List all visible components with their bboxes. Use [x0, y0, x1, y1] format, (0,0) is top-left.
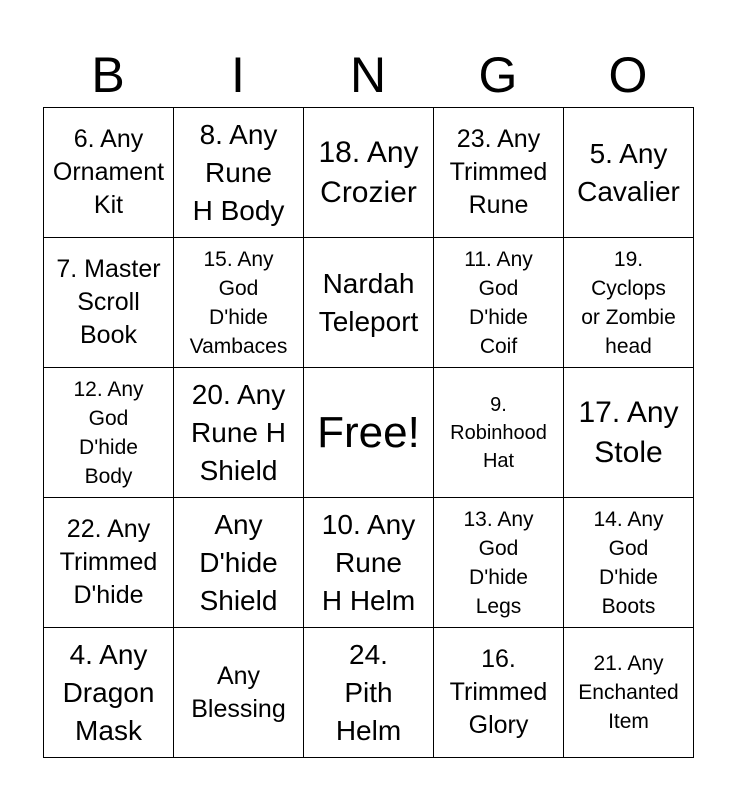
cell-label: 7. Master Scroll Book [56, 255, 161, 349]
bingo-cell[interactable] [44, 368, 174, 498]
bingo-cell[interactable] [174, 498, 304, 628]
cell-label: Any Blessing [191, 661, 286, 723]
cell-label: 11. Any God D'hide Coif [464, 247, 533, 358]
bingo-cell[interactable] [564, 498, 694, 628]
bingo-cell[interactable] [564, 108, 694, 238]
bingo-cell[interactable] [174, 108, 304, 238]
cell-label: 20. Any Rune H Shield [191, 378, 286, 486]
cell-label: 23. Any Trimmed Rune [449, 125, 548, 219]
bingo-cell[interactable] [44, 108, 174, 238]
header-letter-g: G [478, 47, 518, 103]
cell-label: 8. Any Rune H Body [192, 118, 285, 226]
bingo-cell[interactable] [44, 628, 174, 758]
bingo-cell[interactable] [304, 108, 434, 238]
bingo-cell[interactable] [304, 238, 434, 368]
bingo-cell[interactable] [174, 628, 304, 758]
bingo-cell[interactable] [564, 628, 694, 758]
bingo-grid [43, 107, 694, 758]
free-space-cell[interactable] [304, 368, 434, 498]
bingo-cell[interactable] [434, 108, 564, 238]
bingo-cell[interactable] [434, 628, 564, 758]
bingo-cell[interactable] [174, 238, 304, 368]
cell-label: 16. Trimmed Glory [449, 645, 548, 739]
cell-label: 24. Pith Helm [335, 638, 402, 746]
cell-label: 22. Any Trimmed D'hide [59, 515, 158, 609]
cell-label: 10. Any Rune H Helm [321, 508, 416, 616]
cell-label: 14. Any God D'hide Boots [593, 507, 664, 618]
bingo-cell[interactable] [434, 498, 564, 628]
cell-label: 4. Any Dragon Mask [62, 638, 155, 746]
cell-label: 9. Robinhood Hat [450, 393, 547, 472]
cell-label: 12. Any God D'hide Body [73, 377, 144, 488]
bingo-cell[interactable] [564, 238, 694, 368]
cell-label: 21. Any Enchanted Item [578, 652, 679, 733]
free-space-label: Free! [317, 407, 420, 457]
bingo-cell[interactable] [564, 368, 694, 498]
header-letter-n: N [349, 47, 387, 103]
cell-label: 17. Any Stole [578, 395, 679, 469]
header-letter-b: B [91, 47, 125, 103]
cell-label: 19. Cyclops or Zombie head [581, 247, 676, 358]
cell-label: 5. Any Cavalier [577, 137, 680, 207]
bingo-cell[interactable] [44, 238, 174, 368]
bingo-cell[interactable] [174, 368, 304, 498]
cell-label: 13. Any God D'hide Legs [463, 507, 534, 618]
header-letter-o: O [608, 47, 648, 103]
bingo-cell[interactable] [304, 628, 434, 758]
cell-label: 15. Any God D'hide Vambaces [189, 247, 288, 358]
cell-label: Nardah Teleport [318, 267, 419, 337]
bingo-cell[interactable] [304, 498, 434, 628]
bingo-header [43, 44, 693, 106]
cell-label: Any D'hide Shield [199, 508, 278, 616]
bingo-cell[interactable] [44, 498, 174, 628]
header-letter-i: I [231, 47, 245, 103]
bingo-cell[interactable] [434, 238, 564, 368]
cell-label: 6. Any Ornament Kit [52, 125, 165, 219]
bingo-cell[interactable] [434, 368, 564, 498]
cell-label: 18. Any Crozier [318, 135, 419, 209]
